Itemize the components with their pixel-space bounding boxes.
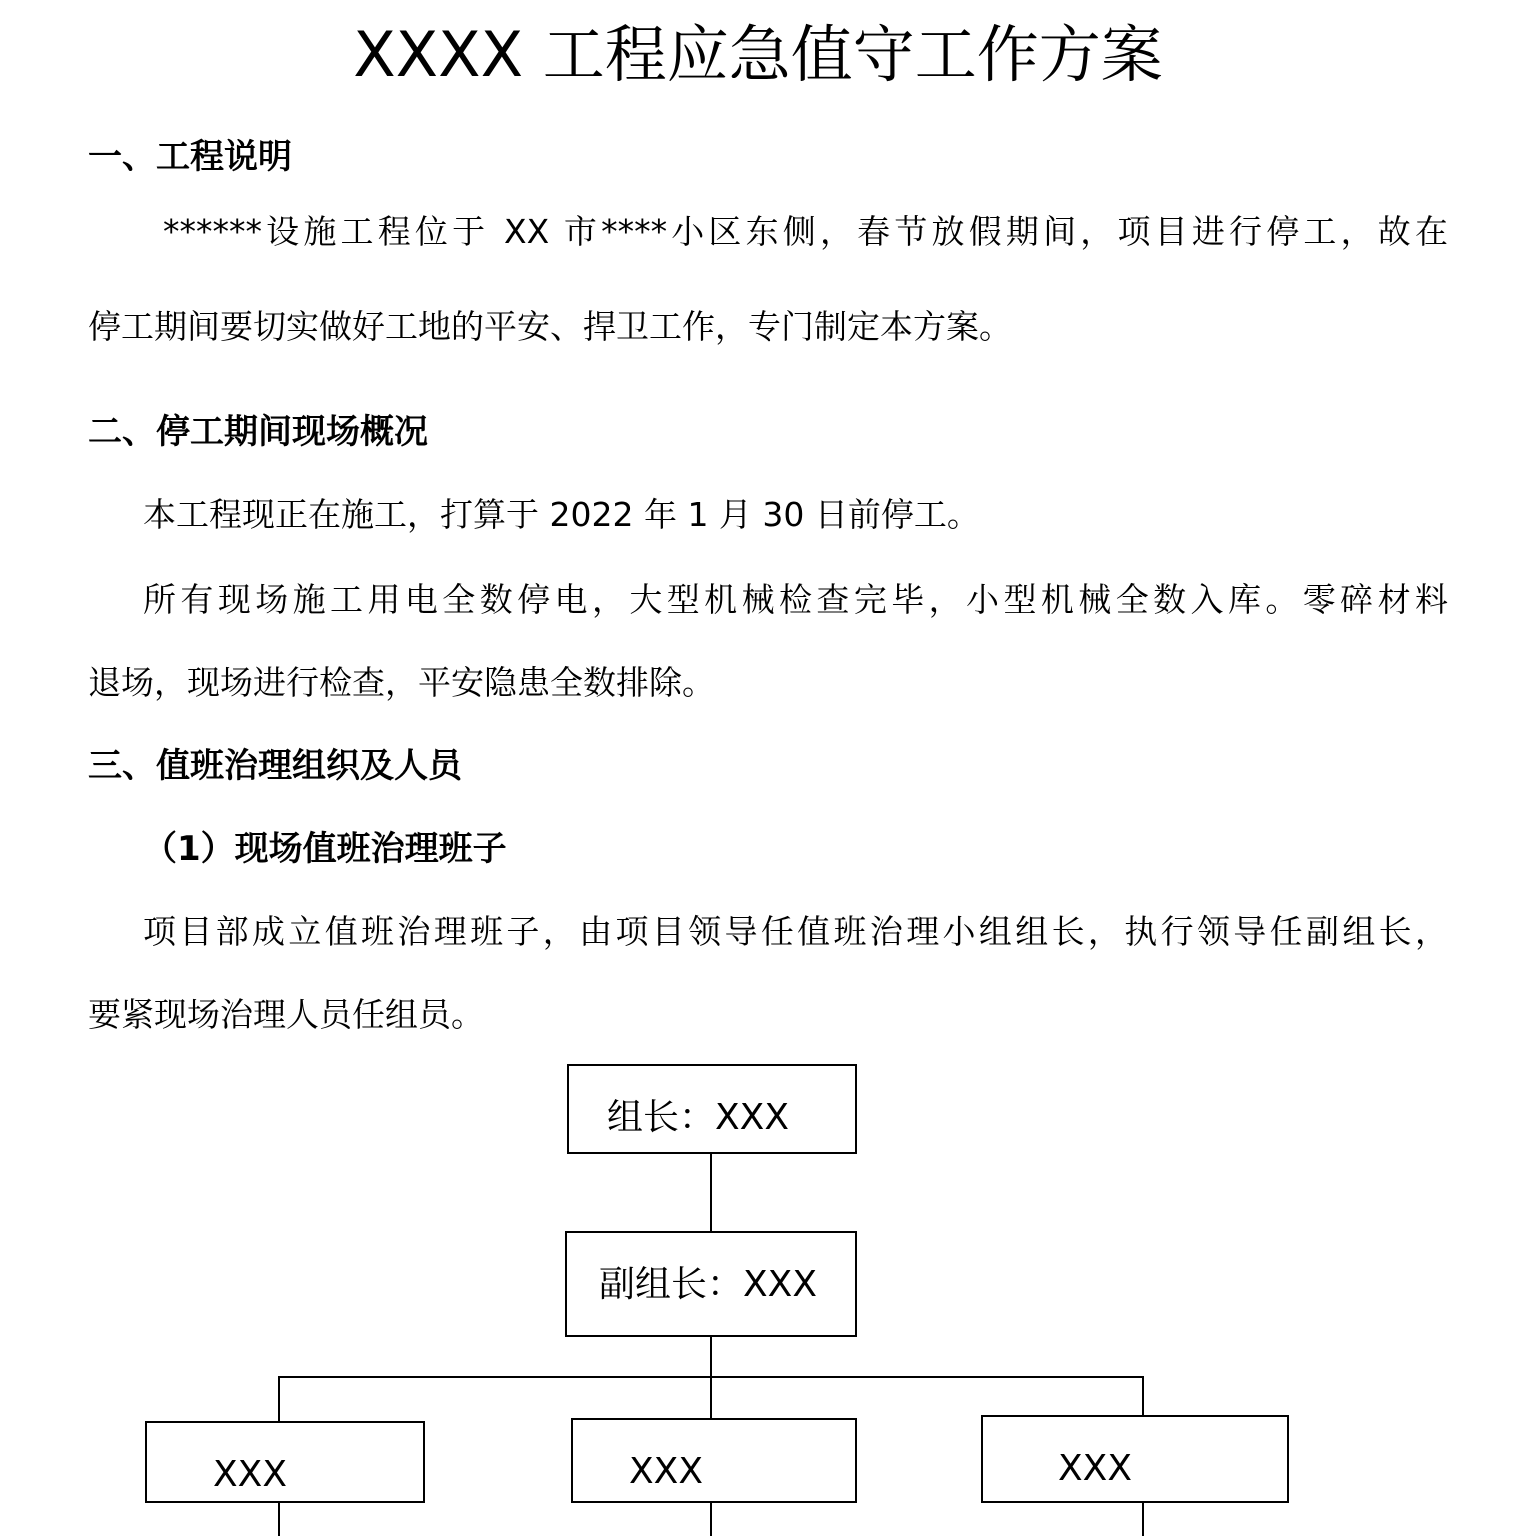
org-member-label-2: XXX (629, 1451, 703, 1492)
section-2-para-2-line-2: 退场，现场进行检查，平安隐患全数排除。 (88, 663, 715, 702)
org-connector-leader-deputy (710, 1152, 712, 1232)
section-1-line-1: ******设施工程位于 XX 市****小区东侧，春节放假期间，项目进行停工，故在 (163, 212, 1448, 251)
section-heading-2: 二、停工期间现场概况 (88, 412, 428, 452)
org-deputy-box (565, 1231, 857, 1337)
org-member-2-down (710, 1501, 712, 1536)
org-member-1-down (278, 1501, 280, 1536)
section-3-line-1: 项目部成立值班治理班子，由项目领导任值班治理小组组长，执行领导任副组长， (143, 912, 1448, 951)
org-branch-left (278, 1376, 280, 1422)
section-heading-3: 三、值班治理组织及人员 (88, 746, 462, 786)
org-member-3-down (1142, 1501, 1144, 1536)
section-2-para-1: 本工程现正在施工，打算于 2022 年 1 月 30 日前停工。 (143, 495, 980, 534)
page-title: XXXX 工程应急值守工作方案 (353, 18, 1163, 91)
org-member-box-3 (981, 1415, 1289, 1503)
org-branch-right (1142, 1376, 1144, 1418)
org-leader-label: 组长：XXX (607, 1097, 789, 1138)
org-member-box-2 (571, 1418, 857, 1503)
section-1-line-2: 停工期间要切实做好工地的平安、捍卫工作，专门制定本方案。 (88, 307, 1012, 346)
org-member-label-1: XXX (213, 1454, 287, 1495)
org-leader-box (567, 1064, 857, 1154)
section-2-para-2-line-1: 所有现场施工用电全数停电，大型机械检查完毕，小型机械全数入库。零碎材料 (143, 580, 1448, 619)
subsection-heading: （1）现场值班治理班子 (143, 829, 507, 869)
section-3-line-2: 要紧现场治理人员任组员。 (88, 995, 484, 1034)
org-member-box-1 (145, 1421, 425, 1503)
org-deputy-label: 副组长：XXX (599, 1264, 817, 1305)
org-member-label-3: XXX (1058, 1448, 1132, 1489)
section-heading-1: 一、工程说明 (88, 137, 292, 177)
org-branch-horizontal (278, 1376, 1144, 1378)
